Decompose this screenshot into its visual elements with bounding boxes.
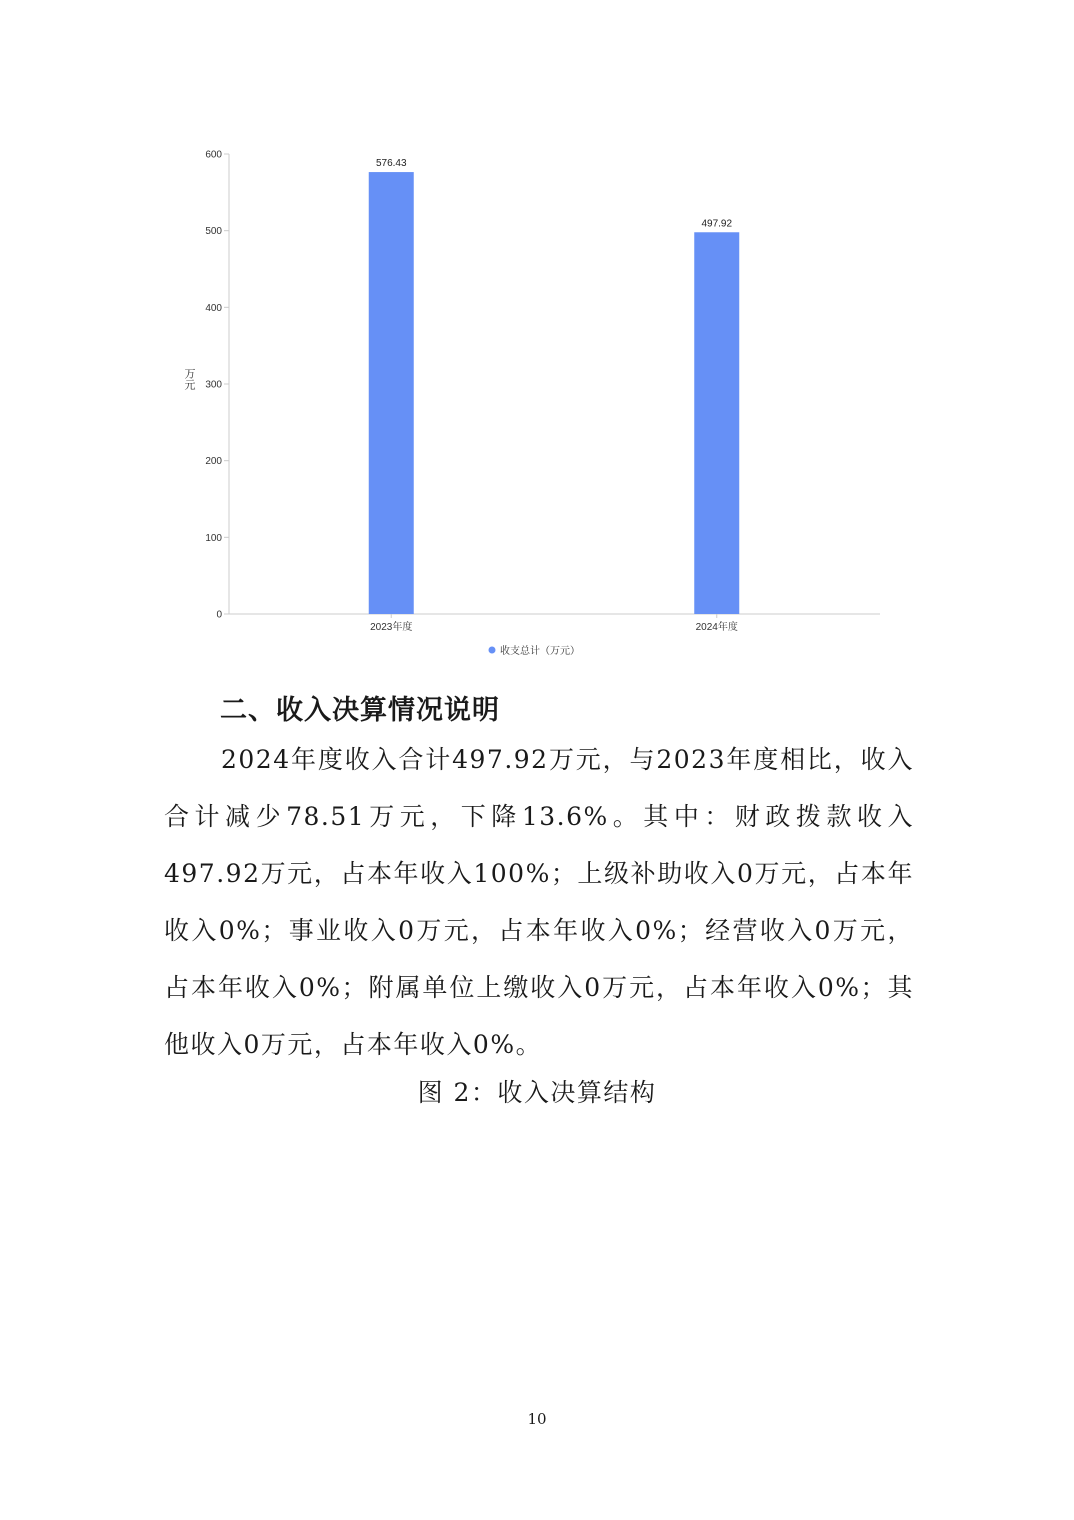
y-tick-label: 100	[205, 532, 222, 544]
legend-label: 收支总计（万元）	[500, 646, 580, 657]
y-tick-label: 400	[205, 302, 222, 314]
legend-marker	[489, 647, 496, 654]
bar	[369, 172, 414, 614]
page-number: 10	[527, 1410, 547, 1428]
y-tick-label: 500	[205, 226, 222, 238]
y-tick-label: 600	[205, 149, 222, 161]
section-heading: 二、收入决算情况说明	[220, 695, 500, 726]
y-tick-label: 0	[216, 609, 222, 621]
y-axis-label: 万元	[183, 368, 195, 390]
bars	[369, 158, 740, 633]
y-tick-label: 200	[205, 456, 222, 468]
body-paragraph: 2024年度收入合计497.92万元，与2023年度相比，收入合计减少78.51万元，下降13.6%。其中：财政拨款收入497.92万元，占本年收入100%；上级补助收入0万元，占本年收入0%；事业收入0万元，占本年收入0%；经营收入0万元，占本年收入0%；附属单位上缴收入0万元，占本年收入0%；其他收入0万元，占本年收入0%。	[164, 745, 914, 1059]
figure-caption: 图 2：收入决算结构	[417, 1078, 657, 1107]
y-tick-label: 300	[205, 379, 222, 391]
x-tick-label: 2023年度	[370, 622, 413, 633]
legend	[489, 644, 581, 657]
bar-data-label: 576.43	[375, 158, 407, 170]
x-tick-label: 2024年度	[695, 622, 738, 633]
bar	[694, 232, 739, 614]
bar-chart	[0, 0, 1074, 670]
bar-data-label: 497.92	[701, 218, 733, 230]
y-axis-ticks	[205, 150, 229, 621]
